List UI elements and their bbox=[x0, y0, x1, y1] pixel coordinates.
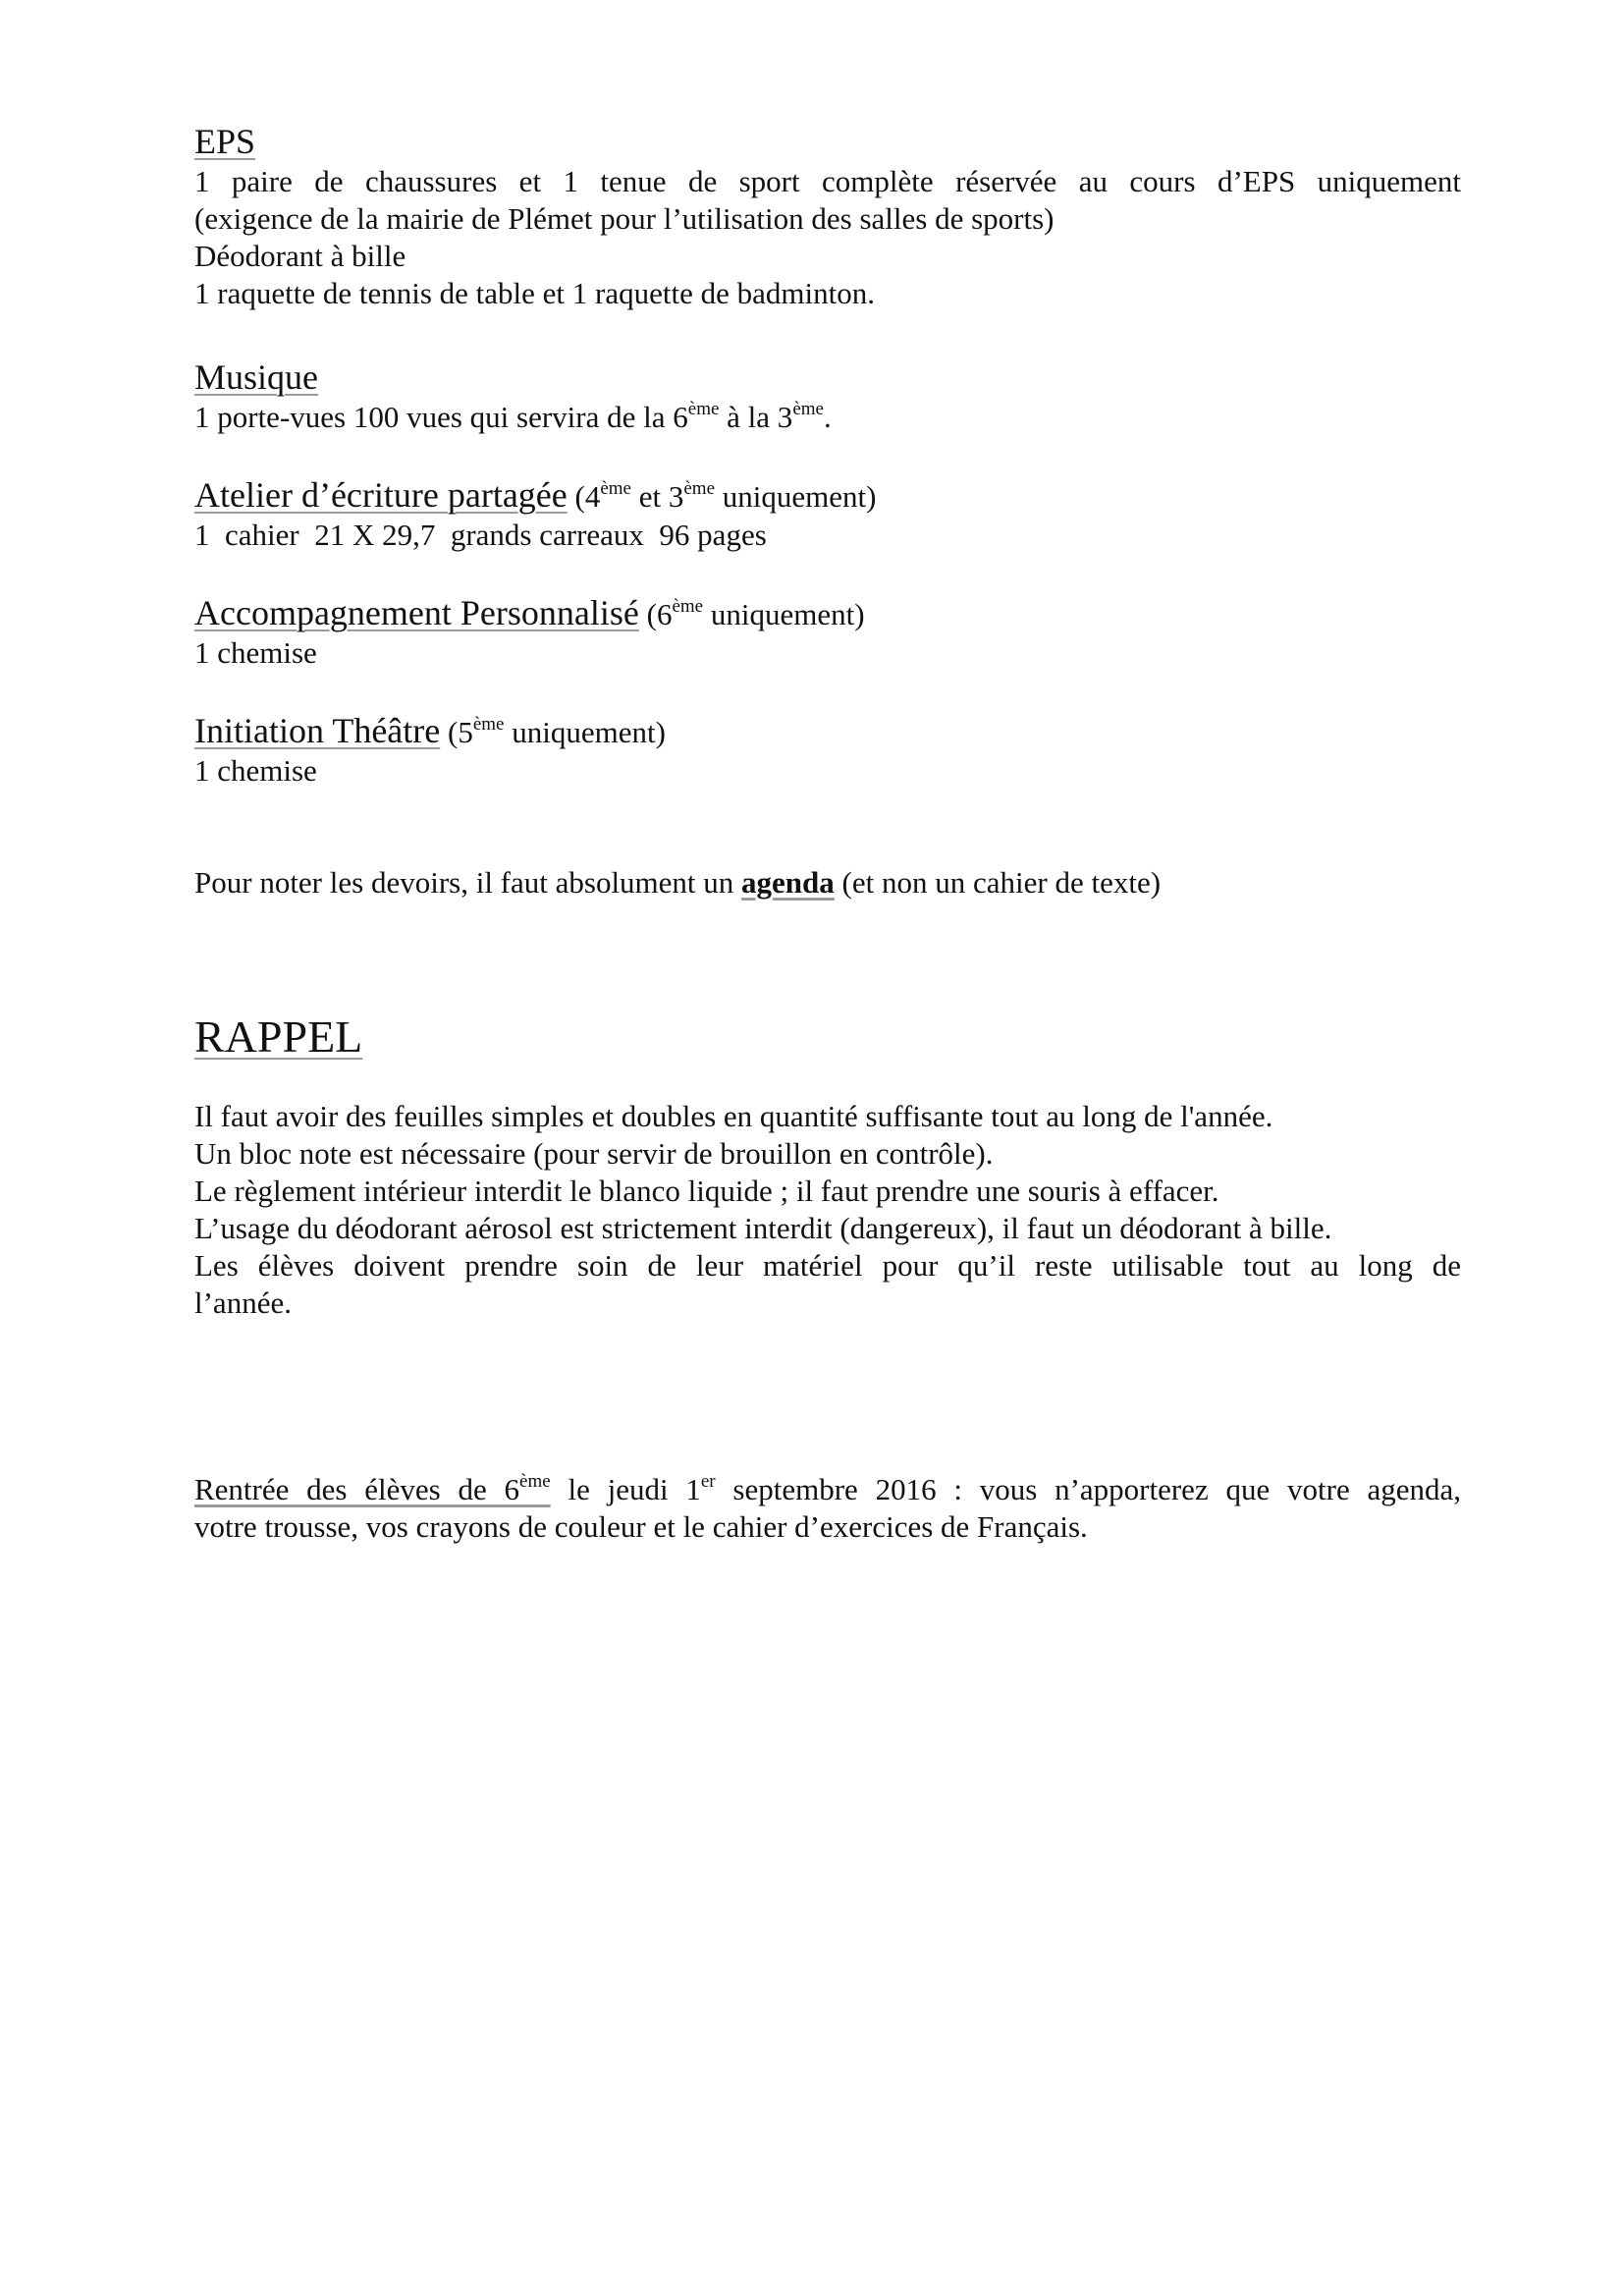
rappel-section bbox=[194, 1010, 1461, 1322]
rappel-line-4: L’usage du déodorant aérosol est strictement interdit (dangereux), il faut un déodorant à bille. bbox=[194, 1211, 1332, 1245]
eps-line-1: 1 paire de chaussures et 1 tenue de sport complète réservée au cours d’EPS uniquement bbox=[194, 164, 1461, 198]
theatre-note: (5ème uniquement) bbox=[440, 713, 666, 749]
eps-heading: EPS bbox=[194, 122, 256, 161]
atelier-heading-row bbox=[194, 473, 1461, 517]
document-page bbox=[194, 116, 1461, 1546]
rappel-line-1: Il faut avoir des feuilles simples et doubles en quantité suffisante tout au long de l'année. bbox=[194, 1099, 1273, 1133]
theatre-line-1: 1 chemise bbox=[194, 753, 317, 788]
accompagnement-line-1: 1 chemise bbox=[194, 635, 317, 670]
theatre-heading-row bbox=[194, 709, 1461, 752]
rappel-line-5: Les élèves doivent prendre soin de leur matériel pour qu’il reste utilisable tout au long de bbox=[194, 1248, 1461, 1283]
rentree-section bbox=[194, 1471, 1461, 1546]
eps-line-3: Déodorant à bille bbox=[194, 239, 406, 273]
atelier-note: (4ème et 3ème uniquement) bbox=[567, 477, 877, 514]
eps-line-2: (exigence de la mairie de Plémet pour l’utilisation des salles de sports) bbox=[194, 201, 1055, 236]
agenda-emphasis: agenda bbox=[741, 865, 835, 900]
accompagnement-heading: Accompagnement Personnalisé bbox=[194, 593, 639, 632]
rentree-underlined: Rentrée des élèves de 6ème bbox=[194, 1470, 551, 1506]
theatre-section bbox=[194, 709, 1461, 790]
eps-section bbox=[194, 120, 1461, 312]
musique-section bbox=[194, 355, 1461, 436]
devoirs-line: Pour noter les devoirs, il faut absolument un agenda (et non un cahier de texte) bbox=[194, 865, 1162, 900]
rappel-line-2: Un bloc note est nécessaire (pour servir de brouillon en contrôle). bbox=[194, 1136, 994, 1171]
rentree-line-2: votre trousse, vos crayons de couleur et le cahier d’exercices de Français. bbox=[194, 1509, 1088, 1544]
atelier-line-1: 1 cahier 21 X 29,7 grands carreaux 96 pages bbox=[194, 518, 767, 552]
musique-heading: Musique bbox=[194, 357, 318, 397]
rappel-line-6: l’année. bbox=[194, 1285, 292, 1320]
atelier-section bbox=[194, 473, 1461, 554]
atelier-heading: Atelier d’écriture partagée bbox=[194, 475, 568, 515]
rentree-line-1: Rentrée des élèves de 6ème le jeudi 1er septembre 2016 : vous n’apporterez que votre agenda, bbox=[194, 1470, 1462, 1506]
rappel-line-3: Le règlement intérieur interdit le blanco liquide ; il faut prendre une souris à effacer. bbox=[194, 1174, 1219, 1208]
accompagnement-section bbox=[194, 591, 1461, 672]
accompagnement-note: (6ème uniquement) bbox=[638, 595, 865, 631]
devoirs-section bbox=[194, 864, 1461, 902]
musique-line-1: 1 porte-vues 100 vues qui servira de la 6ème à la 3ème. bbox=[194, 398, 832, 434]
theatre-heading: Initiation Théâtre bbox=[194, 711, 441, 750]
rappel-heading: RAPPEL bbox=[194, 1011, 363, 1062]
accompagnement-heading-row bbox=[194, 591, 1461, 634]
eps-line-4: 1 raquette de tennis de table et 1 raquette de badminton. bbox=[194, 276, 875, 310]
